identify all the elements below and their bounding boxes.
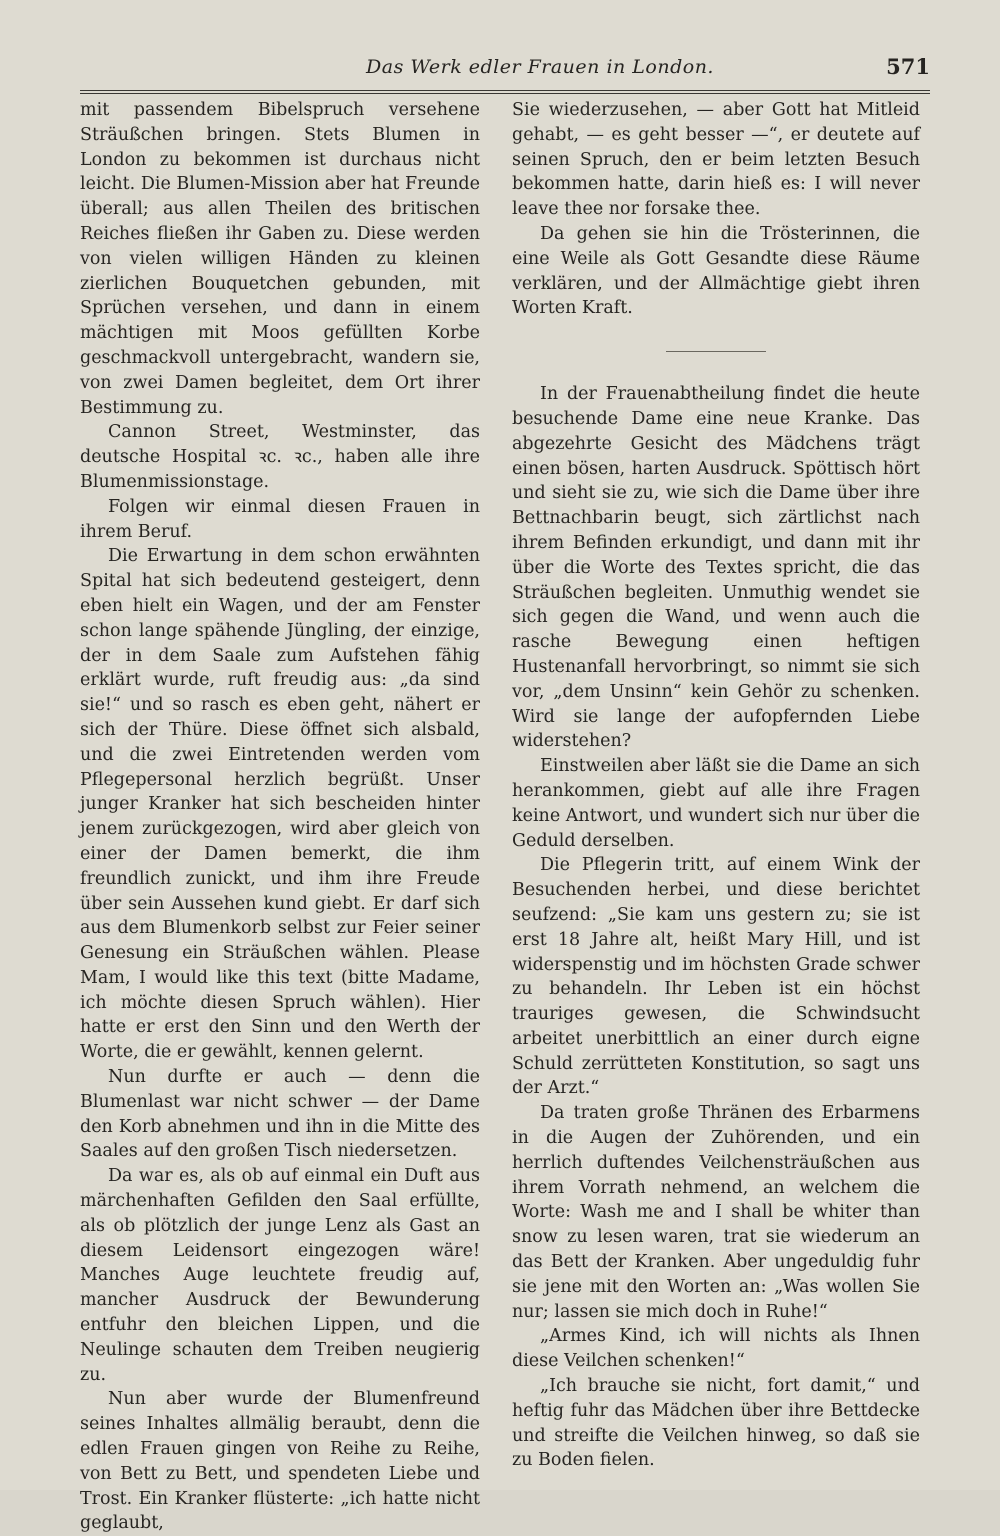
- paragraph: In der Frauenabtheilung findet die heute besuchende Dame eine neue Kranke. Das abgezehrte Gesicht des Mädchens trägt einen bösen, harten Ausdruck. Spöttisch hört und sieht sie zu, wie sich die Dame über ihre Bettnachbarin beugt, sich zärtlichst nach ihrem Befinden erkundigt, und dann mit ihr über die Worte des Textes spricht, die das Sträußchen begleiten. Unmuthig wendet sie sich gegen die Wand, und wenn auch die rasche Bewegung einen heftigen Hustenanfall hervorbringt, so nimmt sie sich vor, „dem Unsinn“ kein Gehör zu schenken. Wird sie lange der aufopfernden Liebe widerstehen?: [512, 384, 920, 752]
- paragraph: Da traten große Thränen des Erbarmens in die Augen der Zuhörenden, und ein herrlich duftendes Veilchensträußchen aus ihrem Vorrath nehmend, an welchem die Worte: Wash me and I shall be whiter than snow zu lesen waren, trat sie wiederum an das Bett der Kranken. Aber ungeduldig fuhr sie jene mit den Worten an: „Was wollen Sie nur; lassen sie mich doch in Ruhe!“: [512, 1103, 920, 1322]
- paragraph: Da gehen sie hin die Trösterinnen, die eine Weile als Gott Gesandte diese Räume verklären, und der Allmächtige giebt ihren Worten Kraft.: [512, 223, 920, 319]
- header-rule: [80, 90, 930, 94]
- paragraph: Da war es, als ob auf einmal ein Duft aus märchenhaften Gefilden den Saal erfüllte, als ob plötzlich der junge Lenz als Gast an diesem Leidensort eingezogen wäre! Manches Auge leuchtete freudig auf, mancher Ausdruck der Bewunderung entfuhr den bleichen Lippen, und die Neulinge schauten dem Treiben neugierig zu.: [80, 1166, 480, 1385]
- paragraph: Sie wiederzusehen, — aber Gott hat Mitleid gehabt, — es geht besser —“, er deutete auf seinen Spruch, den er beim letzten Besuch bekommen hatte, darin hieß es: I will never leave thee nor forsake thee.: [512, 100, 920, 220]
- paragraph: Einstweilen aber läßt sie die Dame an sich herankommen, giebt auf alle ihre Fragen keine Antwort, und wundert sich nur über die Geduld derselben.: [512, 756, 920, 851]
- page-number: 571: [886, 54, 930, 79]
- right-column: [512, 98, 920, 1473]
- paragraph: „Ich brauche sie nicht, fort damit,“ und heftig fuhr das Mädchen über ihre Bettdecke und streifte die Veilchen hinweg, so daß sie zu Boden fielen.: [512, 1376, 920, 1471]
- paragraph: Die Erwartung in dem schon erwähnten Spital hat sich bedeutend gesteigert, denn eben hielt ein Wagen, und der am Fenster schon lange spähende Jüngling, der einzige, der in dem Saale zum Aufstehen fähig erklärt wurde, ruft freudig aus: „da sind sie!“ und so rasch es eben geht, nähert er sich der Thüre. Diese öffnet sich alsbald, und die zwei Eintretenden werden vom Pflegepersonal herzlich begrüßt. Unser junger Kranker hat sich bescheiden hinter jenem zurückgezogen, wird aber gleich von einer der Damen bemerkt, die ihm freundlich zunickt, und ihm ihre Freude über sein Aussehen kund giebt. Er darf sich aus dem Blumenkorb selbst zur Feier seiner Genesung ein Sträußchen wählen. Please Mam, I would like this text (bitte Madame, ich möchte diesen Spruch wählen). Hier hatte er erst den Sinn und den Werth der Worte, die er gewählt, kennen gelernt.: [80, 546, 480, 1063]
- running-title: Das Werk edler Frauen in London.: [366, 56, 714, 78]
- paragraph: mit passendem Bibelspruch versehene Sträußchen bringen. Stets Blumen in London zu bekommen ist durchaus nicht leicht. Die Blumen-Mission aber hat Freunde überall; aus allen Theilen des britischen Reiches fließen ihr Gaben zu. Diese werden von vielen willigen Händen zu kleinen zierlichen Bouquetchen gebunden, mit Sprüchen versehen, und dann in einem mächtigen mit Moos gefüllten Korbe geschmackvoll untergebracht, wandern sie, von zwei Damen begleitet, dem Ort ihrer Bestimmung zu.: [80, 100, 480, 418]
- paragraph: Nun aber wurde der Blumenfreund seines Inhaltes allmälig beraubt, denn die edlen Frauen gingen von Reihe zu Reihe, von Bett zu Bett, und spendeten Liebe und Trost. Ein Kranker flüsterte: „ich hatte nicht geglaubt,: [80, 1389, 480, 1534]
- paragraph: Cannon Street, Westminster, das deutsche Hospital ꝛc. ꝛc., haben alle ihre Blumenmissionstage.: [80, 422, 480, 492]
- paragraph: Die Pflegerin tritt, auf einem Wink der Besuchenden herbei, und diese berichtet seufzend: „Sie kam uns gestern zu; sie ist erst 18 Jahre alt, heißt Mary Hill, und ist widerspenstig und im höchsten Grade schwer zu behandeln. Ihr Leben ist ein höchst trauriges gewesen, die Schwindsucht arbeitet unerbittlich an einer durch eigne Schuld zerrütteten Konstitution, so sagt uns der Arzt.“: [512, 855, 920, 1099]
- left-column: [80, 98, 480, 1536]
- paragraph: Nun durfte er auch — denn die Blumenlast war nicht schwer — der Dame den Korb abnehmen und ihn in die Mitte des Saales auf den großen Tisch niedersetzen.: [80, 1067, 480, 1162]
- paragraph: „Armes Kind, ich will nichts als Ihnen diese Veilchen schenken!“: [512, 1326, 920, 1372]
- section-divider: [666, 351, 766, 352]
- page-header: [80, 52, 930, 86]
- paragraph: Folgen wir einmal diesen Frauen in ihrem Beruf.: [80, 496, 480, 542]
